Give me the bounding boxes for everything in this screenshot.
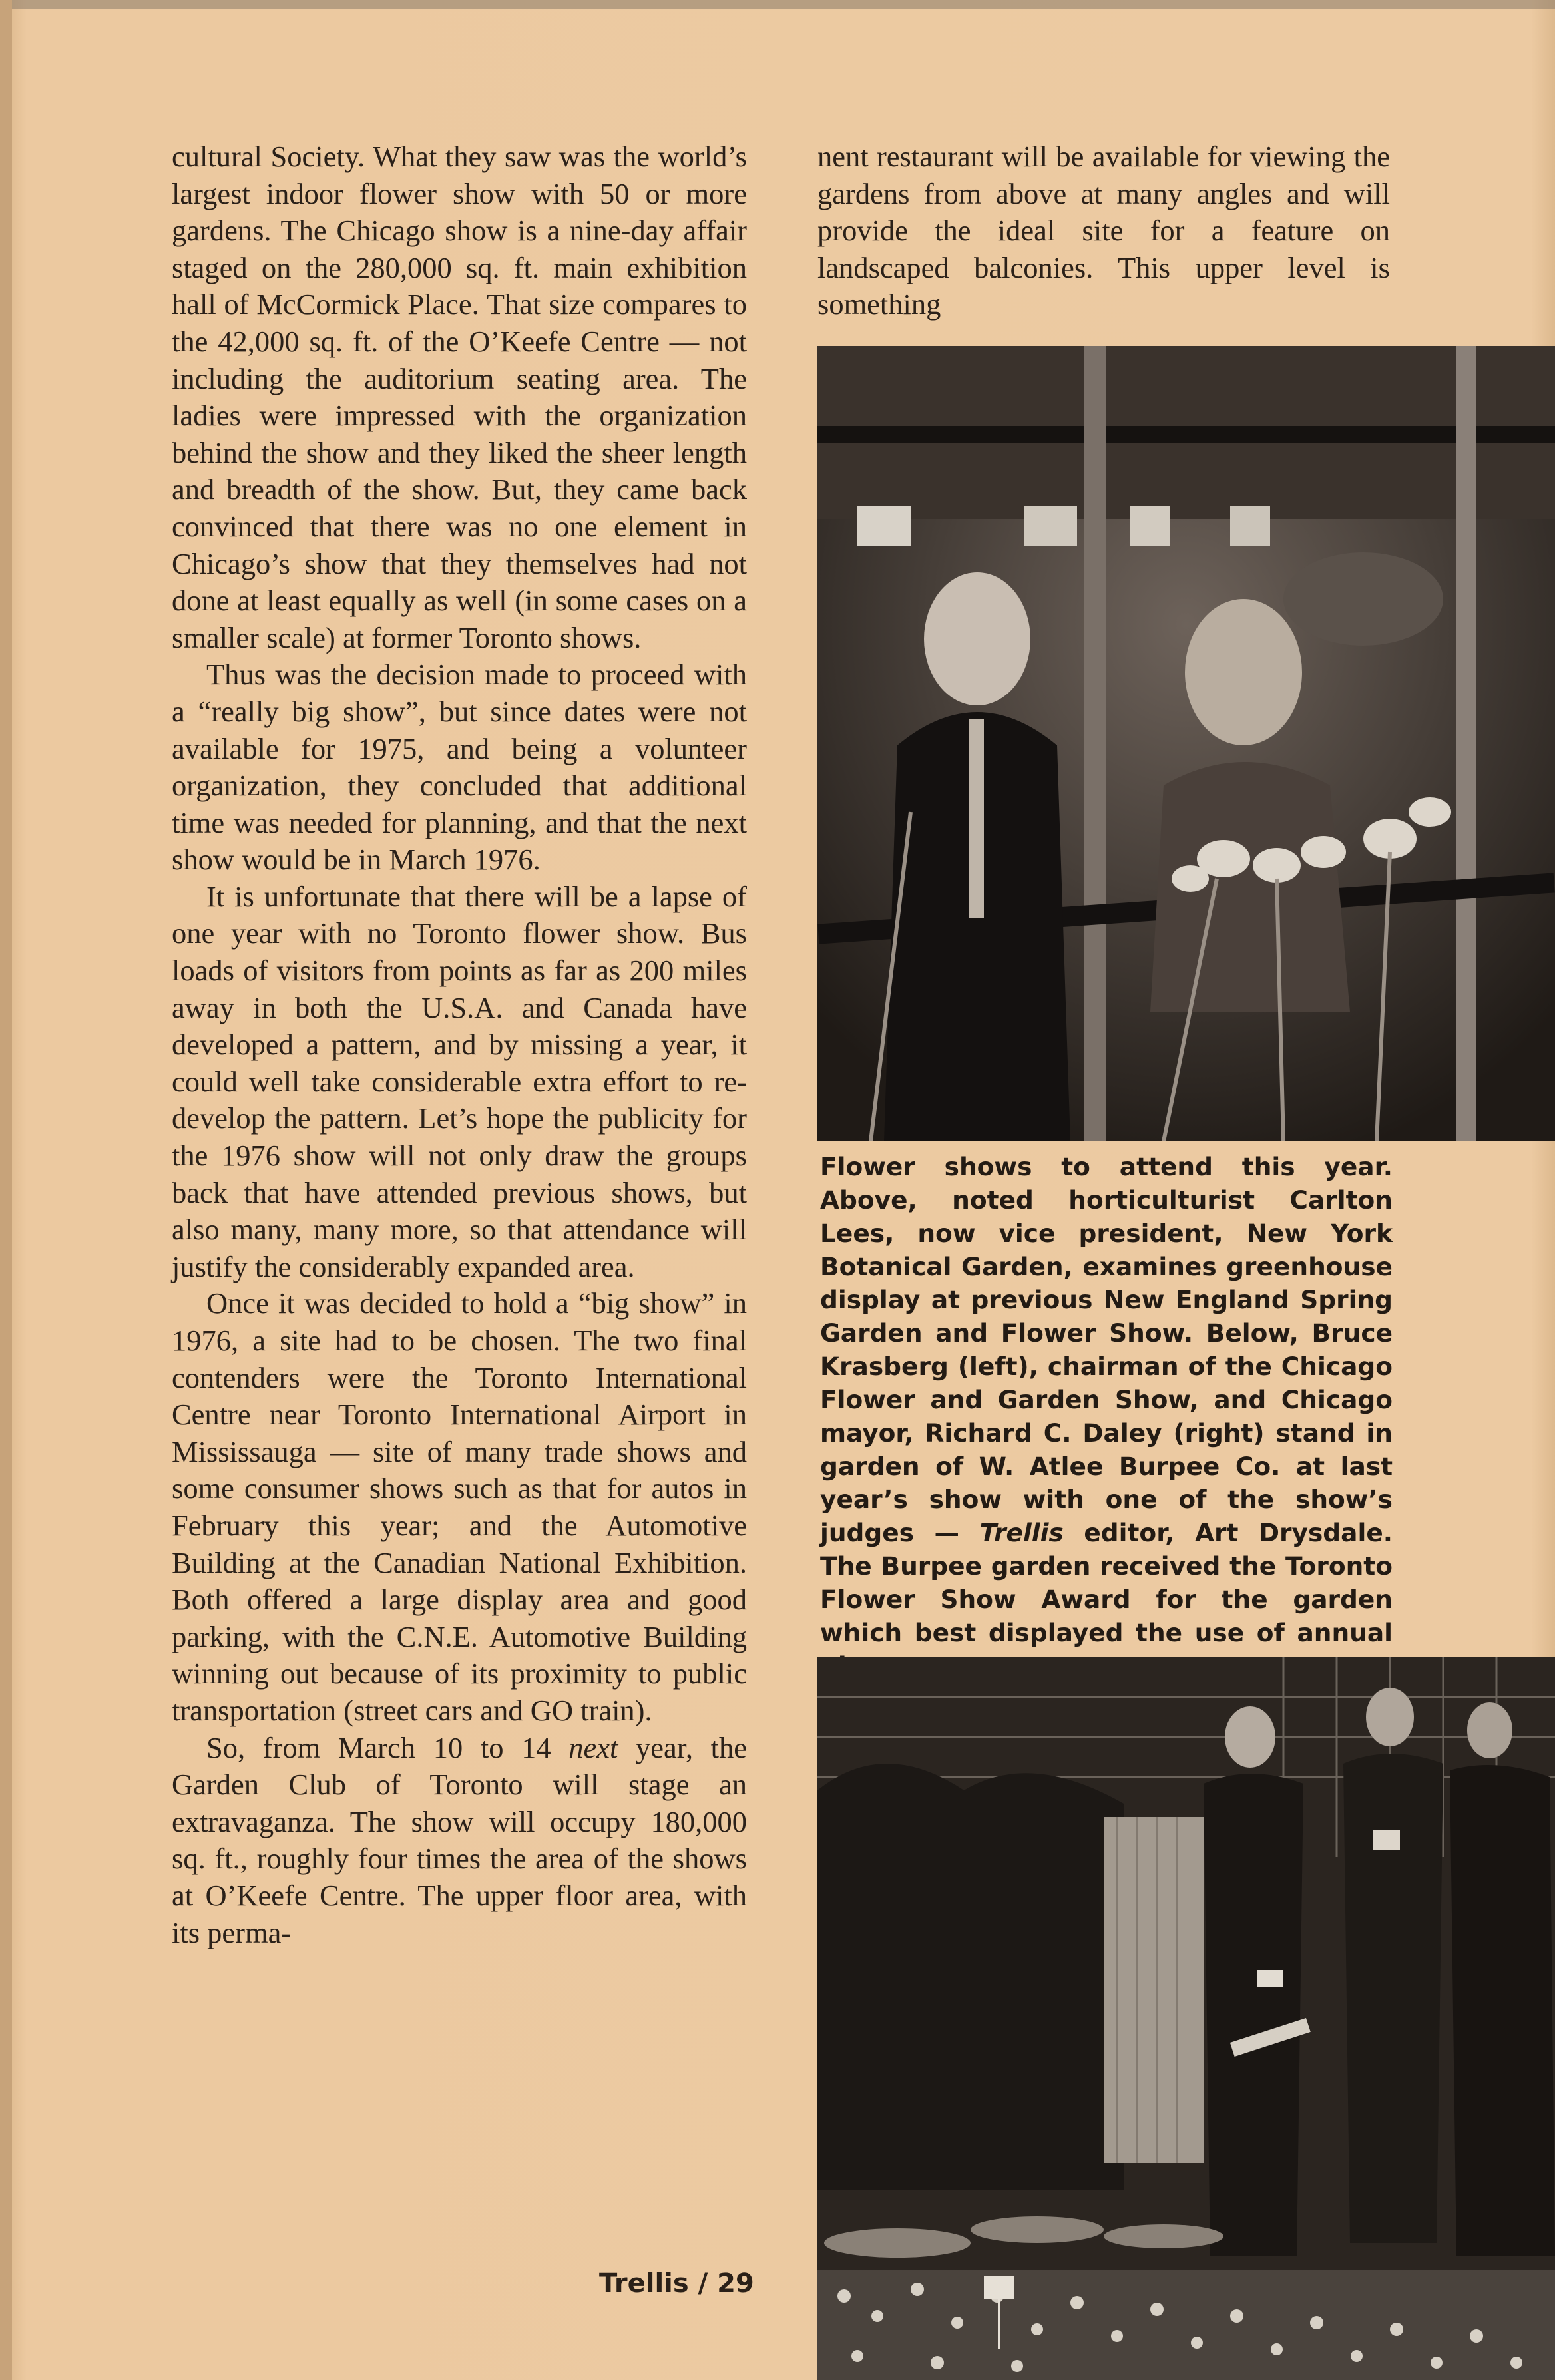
paragraph-5-emphasis: next xyxy=(568,1730,618,1764)
caption-text xyxy=(820,1150,1393,1683)
right-text-column xyxy=(817,138,1390,323)
left-text-column xyxy=(172,138,747,1951)
paragraph-5 xyxy=(172,1730,747,1952)
caption-start: Flower shows to attend this year. Above, noted horticulturist Carlton Lees, now vice president, New York Botanical Garden, examines greenhouse display at previous New England Spring Garden and Flower Show. Below, Bruce Krasberg (left), chairman of the Chicago Flower and Garden Show, and Chicago mayor, Richard C. Daley (right) stand in garden of W. Atlee Burpee Co. at last year’s show with one of the show’s judges — xyxy=(820,1152,1393,1547)
photo-greenhouse-image xyxy=(817,346,1555,1141)
page-top-edge xyxy=(0,0,1555,9)
right-column-paragraph: nent restaurant will be available for viewing the gardens from above at many angles and will provide the ideal site for a feature on landscaped balconies. This upper level is something xyxy=(817,140,1390,321)
paragraph-5-end: year, the Garden Club of Toronto will stage an extravaganza. The show will occupy 180,000 sq. ft., roughly four times the area of the shows at O’Keefe Centre. The upper floor area, with its perma- xyxy=(172,1730,747,1949)
page-folio: Trellis / 29 xyxy=(599,2268,754,2299)
paragraph-3: It is unfortunate that there will be a lapse of one year with no Toronto flower show. Bus loads of visitors from points as far as 200 miles away in both the U.S.A. and Canada have developed a pattern, and by missing a year, it could well take considerable extra effort to re-develop the pattern. Let’s hope the publicity for the 1976 show will not only draw the groups back that have attended previous shows, but also many, many more, so that attendance will justify the considerably expanded area. xyxy=(172,879,747,1283)
photo-greenhouse-display xyxy=(817,346,1555,1141)
paragraph-4: Once it was decided to hold a “big show” in 1976, a site had to be chosen. The two final contenders were the Toronto International Centre near Toronto International Airport in Mississauga — site of many trade shows and some consumer shows such as that for autos in February this year; and the Automotive Building at the Canadian National Exhibition. Both offered a large display area and good parking, with the C.N.E. Automotive Building winning out because of its proximity to public transportation (street cars and GO train). xyxy=(172,1287,747,1727)
photo-burpee-garden-image xyxy=(817,1657,1555,2380)
photo-burpee-garden xyxy=(817,1657,1555,2380)
caption-end: editor, Art Drysdale. The Burpee garden received the Toronto Flower Show Award for the garden which best displayed the use of annual xyxy=(820,1518,1393,1647)
caption-emphasis: Trellis xyxy=(979,1518,1064,1547)
photo-caption xyxy=(820,1150,1393,1683)
paragraph-5-start: So, from March 10 to 14 xyxy=(206,1730,569,1764)
paragraph-2: Thus was the decision made to proceed with a “really big show”, but since dates were not available for 1975, and being a volunteer organization, they concluded that additional time was needed for planning, and that the next show would be in March 1976. xyxy=(172,658,747,877)
paragraph-1: cultural Society. What they saw was the world’s largest indoor flower show with 50 or more gardens. The Chicago show is a nine-day affair staged on the 280,000 sq. ft. main exhibition hall of McCormick Place. That size compares to the 42,000 sq. ft. of the O’Keefe Centre — not including the auditorium seating area. The ladies were impressed with the organization behind the show and they liked the sheer length and breadth of the show. But, they came back convinced that there was no one element in Chicago’s show that they themselves had not done at least equally as well (in some cases on a smaller scale) at former Toronto shows. xyxy=(172,140,747,654)
page-binding-edge xyxy=(0,0,12,2380)
